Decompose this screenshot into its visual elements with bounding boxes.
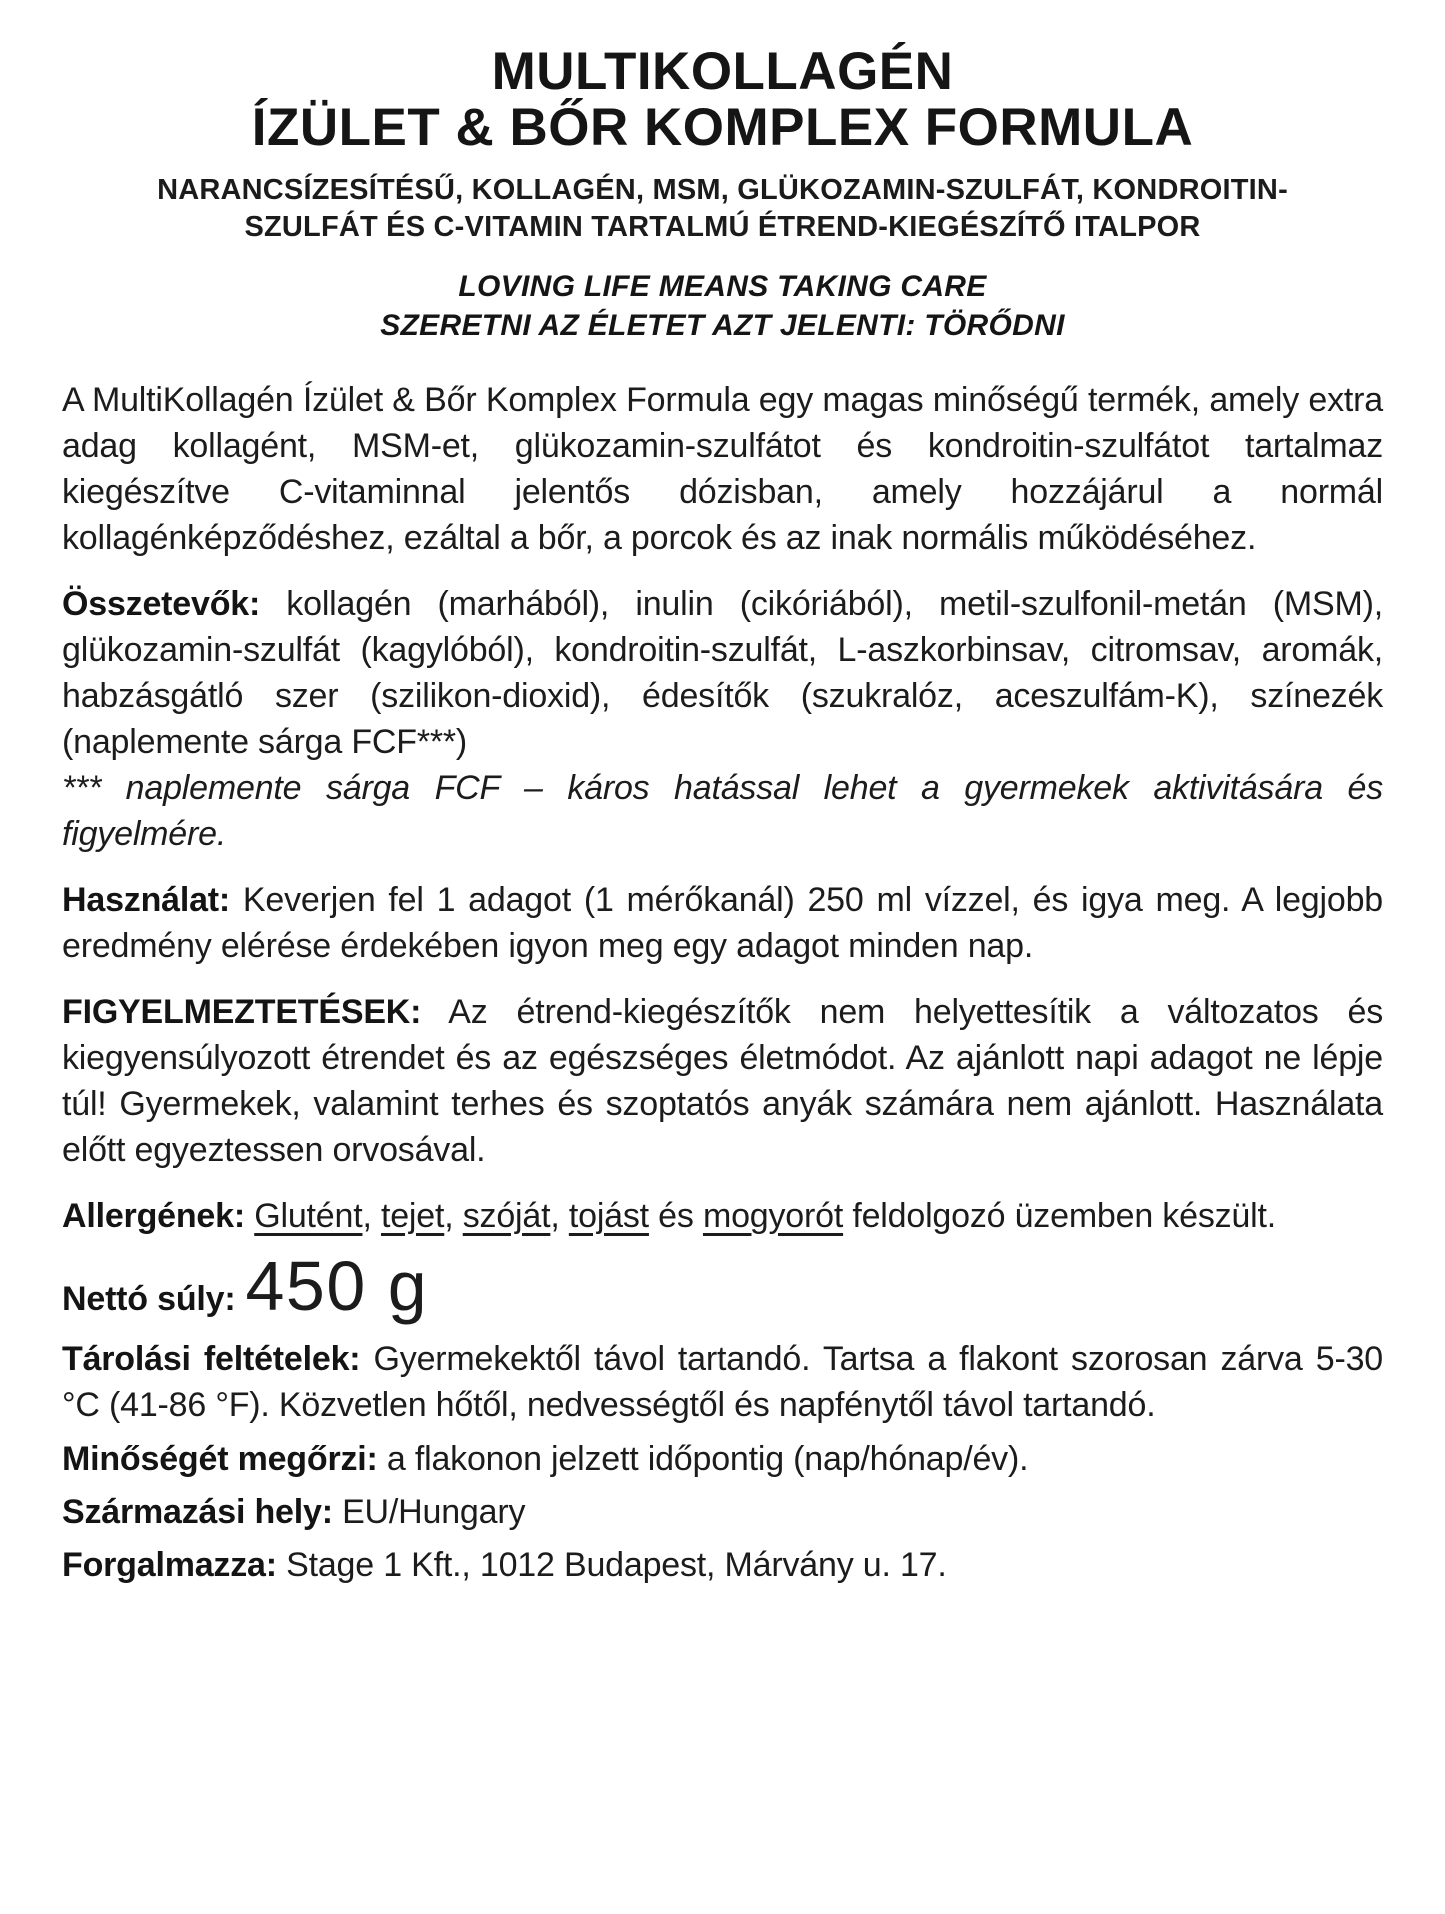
allergen-gluten: Glutént	[254, 1196, 363, 1235]
product-subtitle-line-1: NARANCSÍZESÍTÉSŰ, KOLLAGÉN, MSM, GLÜKOZAMIN-SZULFÁT, KONDROITIN-	[157, 174, 1288, 207]
intro-paragraph	[62, 377, 1383, 561]
ingredients-paragraph-text: kollagén (marhából), inulin (cikóriából), metil-szulfonil-metán (MSM), glükozamin-szulfát (kagylóból), kondroitin-szulfát, L-aszkorbinsav, citromsav, aromák, habzásgátló szer (szilikon-dioxid), édesítők (szukralóz, aceszulfám-K), színezék (naplemente sárga FCF***)	[62, 584, 1383, 761]
intro-paragraph-text: A MultiKollagén Ízület & Bőr Komplex Formula egy magas minőségű termék, amely extra adag kollagént, MSM-et, glükozamin-szulfátot és kondroitin-szulfátot tartalmaz kiegészítve C-vitaminnal jelentős dózisban, amely hozzájárul a normál kollagénképződéshez, ezáltal a bőr, a porcok és az inak normális működéséhez.	[62, 380, 1383, 557]
colorant-footnote: *** naplemente sárga FCF – káros hatással lehet a gyermekek aktivitására és figyelmére.	[62, 768, 1383, 853]
allergens-label: Allergének:	[62, 1196, 245, 1235]
usage-paragraph-text: Keverjen fel 1 adagot (1 mérőkanál) 250 ml vízzel, és igya meg. A legjobb eredmény elérése érdekében igyon meg egy adagot minden nap.	[62, 880, 1383, 965]
usage-paragraph	[62, 877, 1383, 969]
allergens-paragraph-text: ,	[362, 1196, 381, 1235]
shelf-life-label: Minőségét megőrzi:	[62, 1439, 378, 1478]
allergens-paragraph	[62, 1193, 1383, 1239]
ingredients-label: Összetevők:	[62, 584, 261, 623]
shelf-life-line-text: a flakonon jelzett időpontig (nap/hónap/év).	[377, 1439, 1029, 1478]
origin-label: Származási hely:	[62, 1492, 333, 1531]
product-title-line-1: MULTIKOLLAGÉN	[491, 42, 954, 101]
allergen-soy: szóját	[462, 1196, 551, 1235]
distributor-line	[62, 1542, 1383, 1588]
brand-tagline-line-2: SZERETNI AZ ÉLETET AZT JELENTI: TÖRŐDNI	[380, 308, 1065, 342]
product-title-line-2: ÍZÜLET & BŐR KOMPLEX FORMULA	[251, 98, 1194, 158]
distributor-line-text: Stage 1 Kft., 1012 Budapest, Márvány u. 17.	[276, 1545, 947, 1584]
allergen-egg: tojást	[568, 1196, 649, 1235]
storage-paragraph-text: Gyermekektől távol tartandó. Tartsa a flakont szorosan zárva 5-30 °C (41-86 °F). Közvetlen hőtől, nedvességtől és napfénytől távol tartandó.	[62, 1339, 1383, 1424]
allergen-peanut: mogyorót	[702, 1196, 844, 1235]
distributor-label: Forgalmazza:	[62, 1545, 277, 1584]
warnings-paragraph-text: Az étrend-kiegészítők nem helyettesítik a változatos és kiegyensúlyozott étrendet és az egészséges életmódot. Az ajánlott napi adagot ne lépje túl! Gyermekek, valamint terhes és szoptatós anyák számára nem ajánlott. Használata előtt egyeztessen orvosával.	[62, 992, 1383, 1169]
warnings-paragraph	[62, 989, 1383, 1173]
storage-paragraph	[62, 1336, 1383, 1428]
warnings-label: FIGYELMEZTETÉSEK:	[62, 992, 422, 1031]
storage-label: Tárolási feltételek:	[62, 1339, 361, 1378]
allergens-paragraph-text: és	[648, 1196, 703, 1235]
usage-label: Használat:	[62, 880, 231, 919]
origin-line	[62, 1489, 1383, 1535]
brand-tagline	[62, 267, 1383, 345]
allergens-paragraph-text	[245, 1197, 254, 1235]
label-header	[62, 44, 1383, 345]
product-subtitle	[62, 172, 1383, 246]
net-weight-row	[62, 1246, 1383, 1325]
allergens-paragraph-text: feldolgozó üzemben készült.	[843, 1196, 1276, 1235]
origin-line-text: EU/Hungary	[332, 1492, 526, 1531]
product-subtitle-line-2: SZULFÁT ÉS C-VITAMIN TARTALMÚ ÉTREND-KIEGÉSZÍTŐ ITALPOR	[244, 211, 1201, 244]
allergens-paragraph-text: ,	[550, 1196, 569, 1235]
brand-tagline-line-1: LOVING LIFE MEANS TAKING CARE	[458, 269, 987, 303]
shelf-life-line	[62, 1436, 1383, 1482]
product-title	[62, 44, 1383, 156]
net-weight-value: 450 g	[245, 1246, 429, 1325]
allergens-paragraph-text: ,	[444, 1196, 463, 1235]
allergen-milk: tejet	[380, 1196, 445, 1235]
net-weight-label: Nettó súly:	[62, 1279, 236, 1318]
ingredients-paragraph	[62, 581, 1383, 857]
body-sections	[62, 377, 1383, 1588]
